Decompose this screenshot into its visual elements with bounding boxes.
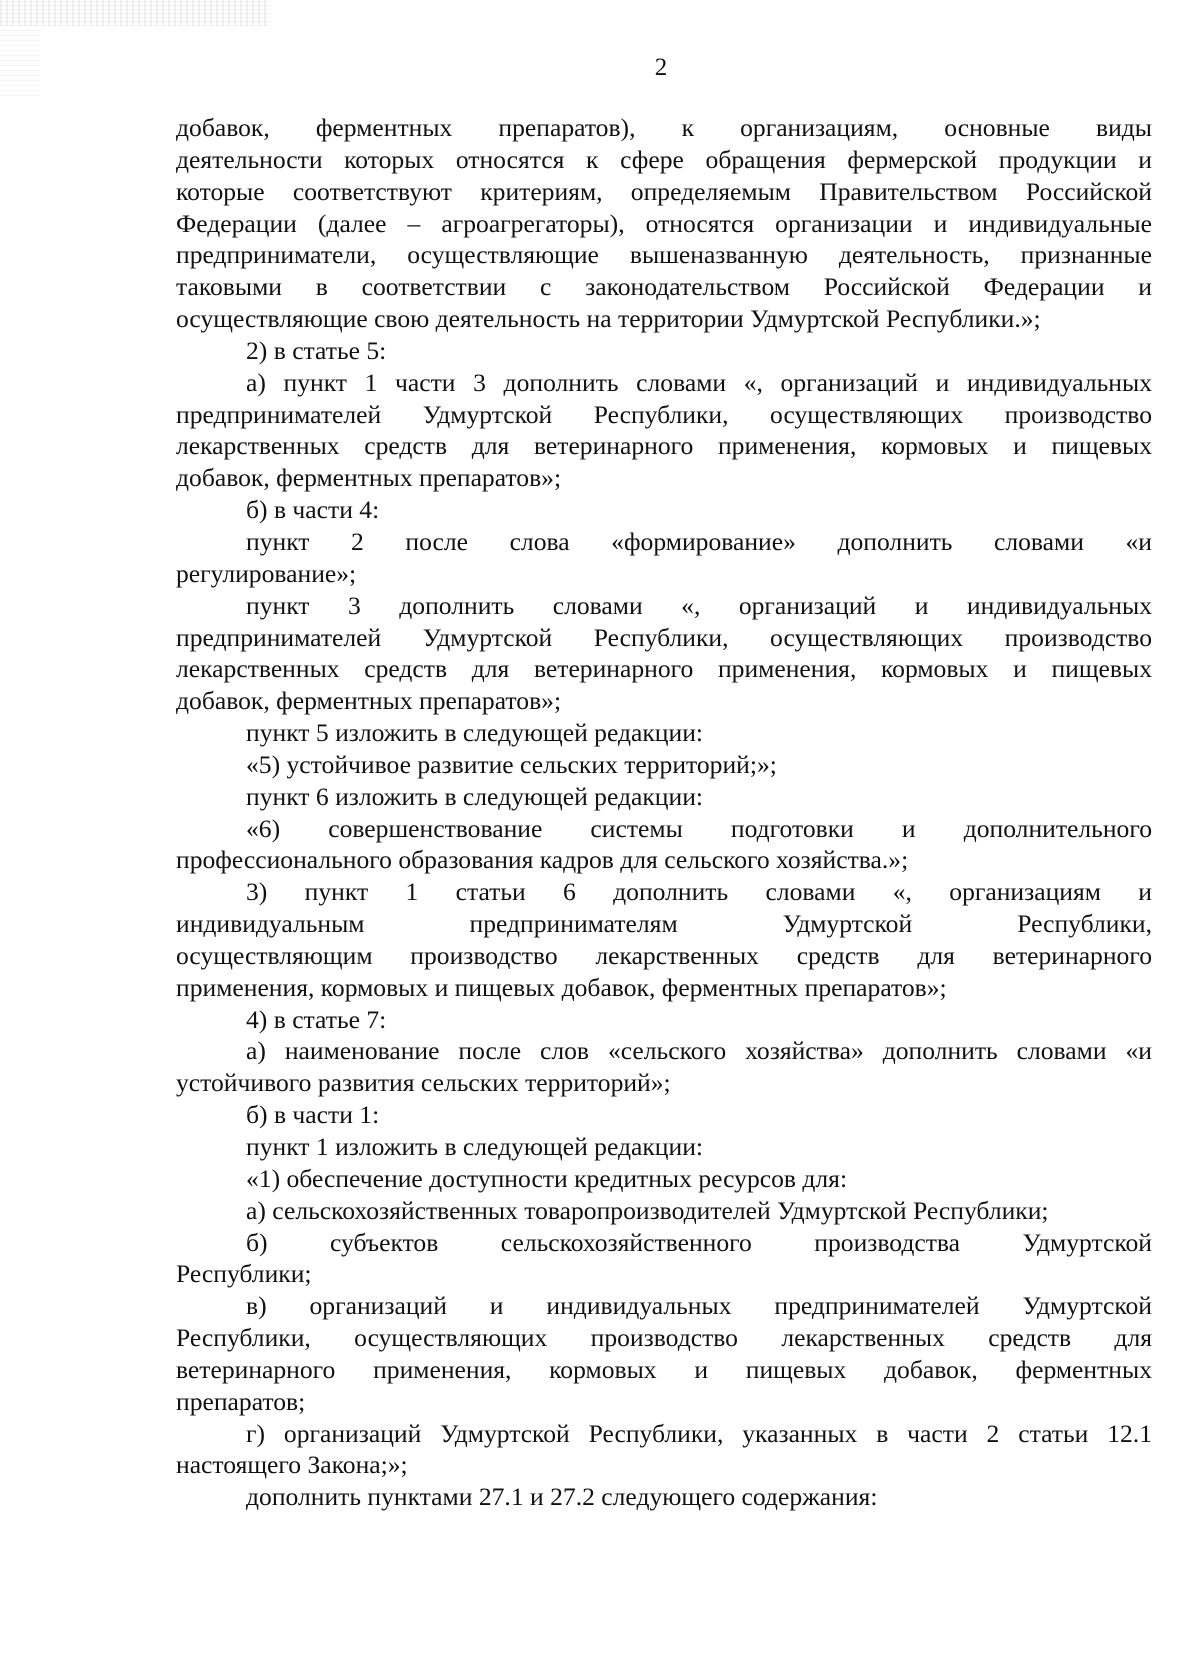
page-number: 2 [654,54,668,81]
text-line: деятельности которых относятся к сфере обращения фермерской продукции и [176,144,1152,174]
text-line: предпринимателей Удмуртской Республики, осуществляющих производство [176,399,1152,429]
text-line: Республики, осуществляющих производство лекарственных средств для [176,1323,1152,1353]
text-line: пункт 1 изложить в следующей редакции: [246,1132,704,1161]
text-line: добавок, ферментных препаратов»; [176,463,562,493]
text-line: лекарственных средств для ветеринарного применения, кормовых и пищевых [176,431,1152,461]
text-line: предприниматели, осуществляющие вышеназванную деятельность, признанные [176,240,1152,270]
text-line: 3) пункт 1 статьи 6 дополнить словами «, организациям и [246,877,1152,907]
text-line: в) организаций и индивидуальных предпринимателей Удмуртской [246,1291,1152,1321]
text-line: пункт 3 дополнить словами «, организаций и индивидуальных [246,590,1152,620]
text-line: профессионального образования кадров для сельского хозяйства.»; [176,845,909,875]
text-line: «6) совершенствование системы подготовки и дополнительного [246,813,1152,843]
text-line: таковыми в соответствии с законодательством Российской Федерации и [176,272,1152,302]
text-line: осуществляющие свою деятельность на территории Удмуртской Республики.»; [176,304,1041,334]
text-line: б) в части 1: [246,1100,380,1130]
text-line: пункт 5 изложить в следующей редакции: [246,718,704,748]
text-line: регулирование»; [176,558,357,588]
text-line: устойчивого развития сельских территорий»; [176,1068,671,1098]
text-line: препаратов; [176,1386,306,1416]
text-line: 4) в статье 7: [246,1004,387,1034]
text-line: 2) в статье 5: [246,335,387,365]
text-line: а) сельскохозяйственных товаропроизводителей Удмуртской Республики; [246,1195,1049,1225]
text-line: применения, кормовых и пищевых добавок, ферментных препаратов»; [176,972,947,1002]
text-line: б) в части 4: [246,495,380,525]
text-line: пункт 2 после слова «формирование» дополнить словами «и [246,526,1152,556]
text-line: добавок, ферментных препаратов), к организациям, основные виды [176,113,1152,142]
text-line: а) пункт 1 части 3 дополнить словами «, организаций и индивидуальных [246,367,1152,397]
text-line: лекарственных средств для ветеринарного применения, кормовых и пищевых [176,654,1152,684]
text-line: Федерации (далее – агроагрегаторы), относятся организации и индивидуальные [176,208,1152,238]
text-line: которые соответствуют критериям, определяемым Правительством Российской [176,176,1152,206]
text-line: настоящего Закона;»; [176,1450,408,1480]
text-line: дополнить пунктами 27.1 и 27.2 следующего содержания: [246,1482,878,1512]
text-line: пункт 6 изложить в следующей редакции: [246,781,704,811]
text-line: Республики; [176,1259,312,1289]
text-line: г) организаций Удмуртской Республики, указанных в части 2 статьи 12.1 [246,1418,1152,1448]
text-line: б) субъектов сельскохозяйственного производства Удмуртской [246,1227,1152,1257]
text-line: индивидуальным предпринимателям Удмуртской Республики, [176,909,1152,939]
text-line: «5) устойчивое развитие сельских территорий;»; [246,749,777,779]
text-line: а) наименование после слов «сельского хозяйства» дополнить словами «и [246,1036,1152,1066]
text-line: добавок, ферментных препаратов»; [176,686,562,716]
text-line: осуществляющим производство лекарственных средств для ветеринарного [176,940,1152,970]
scan-artifact [0,0,270,26]
text-line: «1) обеспечение доступности кредитных ресурсов для: [246,1163,848,1193]
document-body [176,112,1152,1513]
text-line: ветеринарного применения, кормовых и пищевых добавок, ферментных [176,1354,1152,1384]
text-line: предпринимателей Удмуртской Республики, осуществляющих производство [176,622,1152,652]
